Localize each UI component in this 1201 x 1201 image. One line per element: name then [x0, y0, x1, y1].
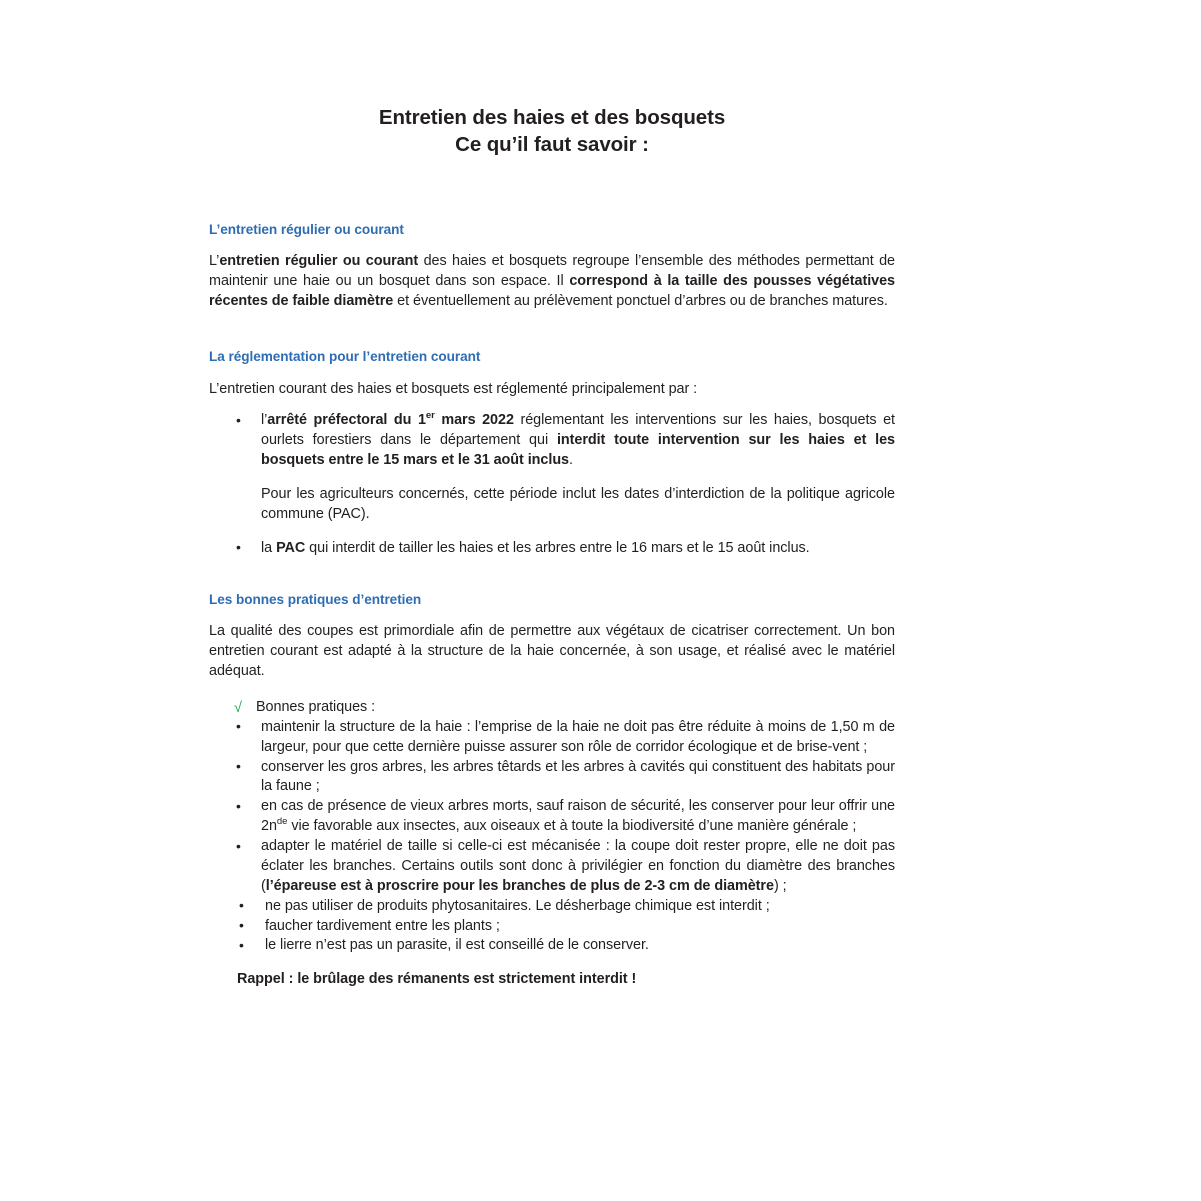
text-fragment: mars 2022 [434, 412, 514, 429]
section-heading-entretien-regulier: L’entretien régulier ou courant [209, 221, 404, 237]
spacer [209, 525, 895, 539]
list-item: • ne pas utiliser de produits phytosanitaires. Le désherbage chimique est interdit ; [209, 897, 895, 917]
spacer [209, 682, 895, 698]
text-fragment: arrêté préfectoral du 1 [267, 412, 426, 429]
list-reglementation [209, 411, 895, 471]
text-fragment: . [569, 452, 573, 469]
text-bold: l’épareuse est à proscrire pour les branches de plus de 2-3 cm de diamètre [265, 877, 774, 894]
text-fragment: qui interdit de tailler les haies et les arbres entre le 16 mars et le 15 août inclus. [305, 539, 810, 556]
bonnes-pratiques-label [209, 698, 895, 718]
text-fragment: la [261, 539, 277, 556]
check-icon: √ [234, 699, 242, 716]
spacer [209, 471, 895, 485]
text-fragment: ) ; [773, 877, 787, 894]
text-bold [267, 412, 514, 428]
spacer [209, 159, 895, 221]
page-title [209, 104, 895, 159]
list-item [209, 411, 895, 471]
paragraph-entretien-regulier [209, 252, 895, 312]
text-bold: correspond à la taille des pousses végétatives récentes de faible diamètre [209, 273, 895, 309]
superscript-er: er [425, 410, 435, 422]
list-bonnes-pratiques-short [209, 897, 895, 957]
spacer [209, 312, 895, 348]
section-heading-bonnes-pratiques: Les bonnes pratiques d’entretien [209, 591, 422, 607]
page-title-line-1: Entretien des haies et des bosquets [378, 106, 726, 129]
list-item [209, 837, 895, 897]
document-body [209, 104, 895, 990]
paragraph-pac-note: Pour les agriculteurs concernés, cette période inclut les dates d’interdiction de la politique agricole commune (PAC). [261, 485, 895, 522]
text-fragment: vie favorable aux insectes, aux oiseaux et à toute la biodiversité d’une manière générale ; [287, 818, 857, 835]
list-item: • conserver les gros arbres, les arbres têtards et les arbres à cavités qui constituent des habitats pour la faune ; [209, 758, 895, 798]
list-item: • maintenir la structure de la haie : l’emprise de la haie ne doit pas être réduite à moins de 1,50 m de largeur, pour que cette dernière puisse assurer son rôle de corridor écologique et de brise-vent ; [209, 718, 895, 758]
spacer [209, 365, 895, 380]
spacer [209, 238, 895, 252]
list-item [209, 539, 895, 559]
paragraph-reglementation-intro: L’entretien courant des haies et bosquets est réglementé principalement par : [209, 381, 698, 398]
list-reglementation-pac [209, 539, 895, 559]
list-item: • le lierre n’est pas un parasite, il est conseillé de le conserver. [209, 936, 895, 956]
list-item [209, 797, 895, 837]
rappel-notice: Rappel : le brûlage des rémanents est strictement interdit ! [237, 971, 637, 988]
text-fragment: réglementant les interventions sur les haies, bosquets et ourlets forestiers dans le département qui [261, 412, 895, 449]
text-fragment: adapter le matériel de taille si celle-ci est mécanisée : la coupe doit rester propre, elle ne doit pas éclater les branches. Certains outils sont donc à privilégier en fonction du diamètre des branches ( [261, 838, 895, 894]
text-fragment: l’ [261, 412, 268, 429]
text-fragment: des haies et bosquets regroupe l’ensemble des méthodes permettant de maintenir une haie ou un bosquet dans son espace. Il [209, 253, 895, 290]
list-bonnes-pratiques [209, 718, 895, 897]
check-label-text: Bonnes pratiques : [256, 698, 376, 715]
page-title-line-2: Ce qu’il faut savoir : [455, 133, 649, 157]
section-heading-reglementation: La réglementation pour l’entretien courant [209, 348, 481, 364]
spacer [209, 608, 895, 622]
text-bold: PAC [276, 539, 306, 556]
spacer [209, 559, 895, 591]
superscript-de: de [276, 816, 288, 828]
text-fragment: en cas de présence de vieux arbres morts, sauf raison de sécurité, les conserver pour leur offrir une 2n [261, 798, 895, 835]
text-fragment: et éventuellement au prélèvement ponctuel d’arbres ou de branches matures. [393, 292, 888, 309]
text-bold: interdit toute intervention sur les haies et les bosquets entre le 15 mars et le 31 août inclus [261, 432, 896, 469]
text-bold: entretien régulier ou courant [219, 253, 419, 270]
spacer [209, 400, 895, 411]
spacer [209, 956, 895, 970]
paragraph-bonnes-pratiques: La qualité des coupes est primordiale afin de permettre aux végétaux de cicatriser correctement. Un bon entretien courant est adapté à la structure de la haie concernée, à son usage, et réalisé avec le matériel adéquat. [209, 623, 895, 680]
text-fragment: L’ [209, 253, 220, 270]
list-item: • faucher tardivement entre les plants ; [209, 917, 895, 937]
